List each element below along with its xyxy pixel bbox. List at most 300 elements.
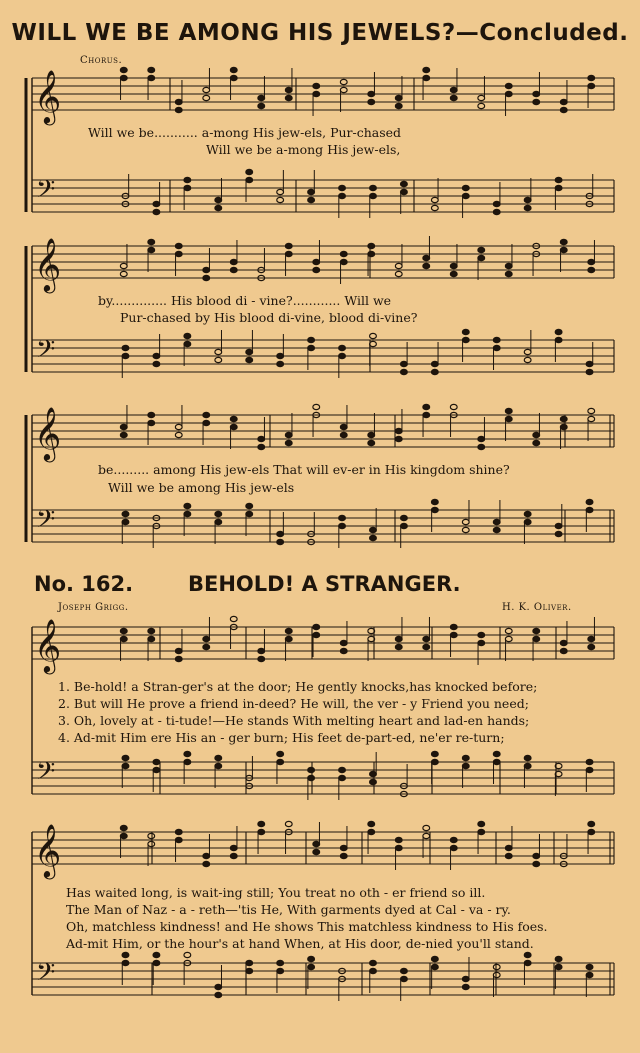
system1-treble-note (120, 75, 127, 80)
system2-treble-note (560, 239, 567, 244)
system1-treble-note (533, 99, 540, 104)
system2-bass-note (462, 337, 469, 342)
system3-bass-note (431, 507, 438, 512)
system2-bass-note (215, 357, 222, 362)
system2-treble-note (478, 247, 485, 252)
system1-bass-note (462, 185, 469, 190)
system4-treble-note (395, 636, 402, 641)
system4-treble-note (533, 636, 540, 641)
system5-treble-note (148, 841, 155, 846)
system1-bass-note (153, 201, 160, 206)
system1-treble-note (285, 95, 292, 100)
system4-treble-note (560, 648, 567, 653)
system5-bass-note (401, 968, 408, 973)
system2-bass-note (555, 337, 562, 342)
system3-treble-note (505, 416, 512, 421)
system5-treble-note (450, 837, 457, 842)
system2-bass-note (339, 353, 346, 358)
system4-bass-note (370, 779, 377, 784)
system3-treble-note (120, 432, 127, 437)
system2-bass-clef-icon: 𝄢 (36, 335, 56, 370)
system4-bass-note (370, 771, 377, 776)
system3-bass-note (184, 503, 191, 508)
system2-bass-note (586, 369, 593, 374)
system1-treble-note (340, 87, 347, 92)
system3-bass-note (493, 519, 500, 524)
system5-bass-note (370, 968, 377, 973)
system1-treble-note (505, 83, 512, 88)
system4-treble-note (395, 644, 402, 649)
system1-treble-note (505, 91, 512, 96)
system4-treble-note (148, 628, 155, 633)
system2-lyric-top: by.............. His blood di - vine?............ Will we (98, 293, 392, 308)
system5-treble-note (395, 845, 402, 850)
system3-treble-note (258, 444, 265, 449)
system1-bass-note (215, 197, 222, 202)
verse-3-line-1: 3. Oh, lovely at - ti-tude!—He stands With melting heart and lad-en hands; (58, 713, 530, 728)
system1-bass-note (184, 177, 191, 182)
system4-treble-note (258, 656, 265, 661)
system3-treble-note (478, 444, 485, 449)
system1-treble-note (203, 95, 210, 100)
system2-treble-note (175, 251, 182, 256)
system5-treble-note (450, 845, 457, 850)
system4-bass-note (277, 759, 284, 764)
system2-treble-note (450, 271, 457, 276)
system3-bass-note (462, 527, 469, 532)
system2-treble-note (148, 247, 155, 252)
system5-treble-note (203, 861, 210, 866)
system3-bass-note (431, 499, 438, 504)
system4-bass-note (122, 755, 129, 760)
system4-bass-note (524, 755, 531, 760)
verse-3-line-2: Oh, matchless kindness! and He shows This matchless kindness to His foes. (66, 919, 548, 934)
system4-treble-note (258, 648, 265, 653)
system5-bass-note (524, 952, 531, 957)
system4-treble-note (313, 632, 320, 637)
system4-treble-note (588, 636, 595, 641)
system1-bass-note (184, 185, 191, 190)
system1-bass-note (524, 197, 531, 202)
system2-treble-note (285, 243, 292, 248)
system3-treble-note (560, 416, 567, 421)
system2-bass-note (401, 369, 408, 374)
system3-treble-note (588, 408, 595, 413)
system4-treble-note (285, 636, 292, 641)
verse-4-line-1: 4. Ad-mit Him ere His an - ger burn; His feet de-part-ed, ne'er re-turn; (58, 730, 505, 745)
system1-bass-note (555, 185, 562, 190)
system5-bass-note (215, 984, 222, 989)
system2-bass-note (122, 345, 129, 350)
system4-bass-note (215, 755, 222, 760)
system1-treble-note (533, 91, 540, 96)
system3-treble-note (175, 432, 182, 437)
system2-bass-note (524, 349, 531, 354)
system3-bass-note (277, 539, 284, 544)
system3-bass-note (370, 535, 377, 540)
system5-treble-note (368, 821, 375, 826)
system5-treble-note (588, 829, 595, 834)
system2-treble-note (340, 259, 347, 264)
system3-bass-note (524, 519, 531, 524)
system5-treble-note (203, 853, 210, 858)
system1-treble-note (450, 87, 457, 92)
system4-bass-note (493, 751, 500, 756)
system5-treble-note (313, 849, 320, 854)
system2-bass-note (431, 369, 438, 374)
system3-bass-note (339, 523, 346, 528)
system2-bass-note (308, 345, 315, 350)
system1-bass-note (339, 185, 346, 190)
system3-bass-clef-icon: 𝄢 (36, 505, 56, 540)
system5-treble-note (313, 841, 320, 846)
system5-bass-clef-icon: 𝄢 (36, 958, 56, 993)
system1-treble-note (148, 75, 155, 80)
system5-treble-note (533, 853, 540, 858)
system4-treble-note (203, 636, 210, 641)
verse-1-line-2: Has waited long, is wait-ing still; You treat no oth - er friend so ill. (66, 885, 486, 900)
system3-treble-note (175, 424, 182, 429)
system2-bass-note (431, 361, 438, 366)
system2-treble-note (175, 243, 182, 248)
chorus-label: Chorus. (80, 55, 123, 66)
system5-bass-note (524, 960, 531, 965)
system2-treble-note (340, 251, 347, 256)
system4-bass-note (339, 775, 346, 780)
system5-bass-note (586, 964, 593, 969)
hymn-author: Joseph Grigg. (58, 602, 129, 613)
system2-lyric-bottom: Pur-chased by His blood di-vine, blood di-vine? (120, 310, 418, 325)
system5-bass-note (586, 972, 593, 977)
system2-bass-note (493, 345, 500, 350)
system3-treble-note (478, 436, 485, 441)
system1-bass-clef-icon: 𝄢 (36, 175, 56, 210)
system3-bass-note (555, 523, 562, 528)
system2-treble-note (230, 259, 237, 264)
system4-treble-note (478, 632, 485, 637)
system3-treble-note (203, 420, 210, 425)
system3-bass-note (555, 531, 562, 536)
system1-treble-note (450, 95, 457, 100)
system2-bass-note (462, 329, 469, 334)
system3-bass-note (339, 515, 346, 520)
system5-bass-note (277, 968, 284, 973)
system1-treble-note (230, 75, 237, 80)
system1-treble-note (368, 99, 375, 104)
system2-treble-note (505, 263, 512, 268)
system5-bass-note (184, 952, 191, 957)
system1-treble-note (588, 75, 595, 80)
system1-bass-note (246, 177, 253, 182)
system1-bass-note (215, 205, 222, 210)
system2-bass-note (401, 361, 408, 366)
system3-bass-note (586, 499, 593, 504)
system2-treble-note (505, 271, 512, 276)
system2-treble-note (368, 251, 375, 256)
system5-treble-note (285, 821, 292, 826)
system4-treble-note (203, 644, 210, 649)
system2-treble-note (478, 255, 485, 260)
system5-treble-note (120, 825, 127, 830)
system2-treble-note (450, 263, 457, 268)
system1-bass-note (401, 181, 408, 186)
system2-treble-note (203, 275, 210, 280)
system4-bass-note (277, 751, 284, 756)
system4-bass-note (431, 759, 438, 764)
system1-treble-note (313, 91, 320, 96)
system2-treble-note (203, 267, 210, 272)
system3-treble-note (368, 440, 375, 445)
system3-treble-note (450, 404, 457, 409)
system5-treble-note (230, 853, 237, 858)
system5-bass-note (493, 964, 500, 969)
system4-bass-note (308, 767, 315, 772)
system3-treble-note (148, 412, 155, 417)
system4-treble-note (478, 640, 485, 645)
system4-treble-note (450, 624, 457, 629)
system1-bass-note (462, 193, 469, 198)
system1-treble-note (313, 83, 320, 88)
system1-treble-note (478, 95, 485, 100)
system2-bass-note (153, 361, 160, 366)
system2-bass-note (308, 337, 315, 342)
system1-bass-note (153, 209, 160, 214)
system1-bass-note (493, 201, 500, 206)
system5-bass-note (246, 968, 253, 973)
system5-treble-note (505, 853, 512, 858)
system3-treble-note (285, 432, 292, 437)
verse-4-line-2: Ad-mit Him, or the hour's at hand When, at His door, de-nied you'll stand. (66, 936, 534, 951)
system5-bass-note (246, 960, 253, 965)
system5-treble-note (258, 821, 265, 826)
system1-treble-note (560, 99, 567, 104)
system1-treble-note (203, 87, 210, 92)
system2-treble-note (395, 263, 402, 268)
system3-treble-note (203, 412, 210, 417)
system1-treble-note (395, 103, 402, 108)
system5-treble-clef-icon: 𝄞 (34, 823, 62, 877)
system1-bass-note (524, 205, 531, 210)
system4-treble-note (588, 644, 595, 649)
system2-treble-note (313, 267, 320, 272)
system3-bass-note (493, 527, 500, 532)
system5-treble-note (340, 853, 347, 858)
system4-treble-note (175, 648, 182, 653)
system3-lyric-top: be......... among His jew-els That will ev-er in His kingdom shine? (98, 462, 510, 477)
system3-treble-note (340, 432, 347, 437)
system2-treble-note (560, 247, 567, 252)
verse-2-line-1: 2. But will He prove a friend in-deed? He will, the ver - y Friend you need; (58, 696, 529, 711)
system5-treble-note (395, 837, 402, 842)
system2-bass-note (184, 341, 191, 346)
system5-treble-note (478, 821, 485, 826)
system2-treble-note (230, 267, 237, 272)
system1-bass-note (401, 189, 408, 194)
system2-bass-note (370, 341, 377, 346)
system1-treble-note (175, 99, 182, 104)
system1-bass-note (339, 193, 346, 198)
system4-bass-note (586, 759, 593, 764)
system3-treble-note (395, 436, 402, 441)
system2-bass-note (215, 349, 222, 354)
system1-treble-note (340, 79, 347, 84)
system1-bass-note (555, 177, 562, 182)
system1-treble-note (148, 67, 155, 72)
system2-treble-clef-icon: 𝄞 (34, 237, 62, 291)
hymn-number: No. 162. (34, 572, 134, 596)
verse-2-line-2: The Man of Naz - a - reth—'tis He, With garments dyed at Cal - va - ry. (66, 902, 511, 917)
system5-bass-note (308, 964, 315, 969)
system3-treble-note (340, 424, 347, 429)
system1-treble-note (120, 67, 127, 72)
system1-treble-note (230, 67, 237, 72)
system4-treble-note (120, 636, 127, 641)
system3-treble-note (285, 440, 292, 445)
system3-treble-note (423, 412, 430, 417)
system1-bass-note (370, 185, 377, 190)
system5-treble-note (533, 861, 540, 866)
system3-treble-note (230, 416, 237, 421)
system5-bass-note (370, 960, 377, 965)
system4-bass-note (184, 759, 191, 764)
system5-bass-note (555, 964, 562, 969)
system5-treble-note (505, 845, 512, 850)
system4-bass-note (524, 763, 531, 768)
system2-treble-note (588, 259, 595, 264)
system2-treble-note (120, 271, 127, 276)
system2-bass-note (153, 353, 160, 358)
system3-bass-note (246, 511, 253, 516)
system3-treble-note (258, 436, 265, 441)
system1-treble-note (560, 107, 567, 112)
system2-treble-note (588, 267, 595, 272)
system1-bass-note (308, 197, 315, 202)
system3-bass-note (462, 519, 469, 524)
system4-treble-note (340, 640, 347, 645)
system2-treble-note (368, 243, 375, 248)
system5-treble-note (588, 821, 595, 826)
system3-treble-note (505, 408, 512, 413)
system2-treble-note (285, 251, 292, 256)
system4-treble-note (230, 616, 237, 621)
system5-treble-note (478, 829, 485, 834)
system4-treble-note (505, 636, 512, 641)
system2-bass-note (370, 333, 377, 338)
system5-treble-note (175, 829, 182, 834)
system4-treble-note (423, 644, 430, 649)
system3-bass-note (122, 519, 129, 524)
system2-bass-note (277, 353, 284, 358)
system1-bass-note (277, 197, 284, 202)
system5-treble-note (423, 833, 430, 838)
system3-treble-note (588, 416, 595, 421)
system1-treble-note (285, 87, 292, 92)
system2-treble-note (120, 263, 127, 268)
system4-bass-note (431, 751, 438, 756)
system1-treble-note (258, 95, 265, 100)
system2-treble-note (313, 259, 320, 264)
system5-bass-note (215, 992, 222, 997)
system4-treble-note (533, 628, 540, 633)
system1-treble-note (423, 67, 430, 72)
system4-bass-note (122, 763, 129, 768)
page-title: WILL WE BE AMONG HIS JEWELS?—Concluded. (11, 20, 629, 46)
system4-bass-note (184, 751, 191, 756)
system2-bass-note (586, 361, 593, 366)
system5-treble-note (148, 833, 155, 838)
system1-bass-note (308, 189, 315, 194)
system2-bass-note (277, 361, 284, 366)
system1-treble-note (258, 103, 265, 108)
system5-treble-note (175, 837, 182, 842)
system1-bass-note (431, 197, 438, 202)
system5-treble-note (120, 833, 127, 838)
system4-bass-note (215, 763, 222, 768)
system3-bass-note (122, 511, 129, 516)
system4-treble-note (505, 628, 512, 633)
system1-treble-clef-icon: 𝄞 (34, 69, 62, 123)
system1-bass-note (370, 193, 377, 198)
system3-bass-note (215, 519, 222, 524)
system3-bass-note (401, 523, 408, 528)
system3-treble-note (395, 428, 402, 433)
system1-treble-note (175, 107, 182, 112)
system5-bass-note (122, 960, 129, 965)
system1-treble-note (588, 83, 595, 88)
system2-bass-note (493, 337, 500, 342)
system3-lyric-bottom: Will we be among His jew-els (108, 480, 295, 495)
system5-bass-note (401, 976, 408, 981)
system2-treble-note (148, 239, 155, 244)
system3-treble-note (148, 420, 155, 425)
system5-treble-note (230, 845, 237, 850)
system5-bass-note (277, 960, 284, 965)
system1-lyric-top: Will we be........... a-mong His jew-els, Pur-chased (88, 125, 402, 140)
system4-bass-note (586, 767, 593, 772)
system5-bass-note (462, 976, 469, 981)
system1-lyric-bottom: Will we be a-mong His jew-els, (206, 142, 401, 157)
system3-treble-note (560, 424, 567, 429)
system5-treble-note (368, 829, 375, 834)
system5-bass-note (462, 984, 469, 989)
system3-treble-note (120, 424, 127, 429)
system3-bass-note (184, 511, 191, 516)
system3-bass-note (370, 527, 377, 532)
system3-bass-note (215, 511, 222, 516)
hymn-composer: H. K. Oliver. (502, 602, 572, 613)
system3-bass-note (246, 503, 253, 508)
system4-bass-note (153, 767, 160, 772)
system2-bass-note (184, 333, 191, 338)
system2-bass-note (524, 357, 531, 362)
system2-bass-note (122, 353, 129, 358)
system1-treble-note (423, 75, 430, 80)
system4-bass-note (153, 759, 160, 764)
system5-treble-note (423, 825, 430, 830)
system1-bass-note (493, 209, 500, 214)
system1-bass-note (431, 205, 438, 210)
system3-treble-note (423, 404, 430, 409)
system3-treble-note (313, 404, 320, 409)
system2-treble-note (423, 255, 430, 260)
system2-treble-note (423, 263, 430, 268)
system4-bass-note (339, 767, 346, 772)
system4-bass-clef-icon: 𝄢 (36, 757, 56, 792)
system4-treble-note (120, 628, 127, 633)
system3-treble-note (368, 432, 375, 437)
system3-bass-note (586, 507, 593, 512)
system1-treble-note (368, 91, 375, 96)
